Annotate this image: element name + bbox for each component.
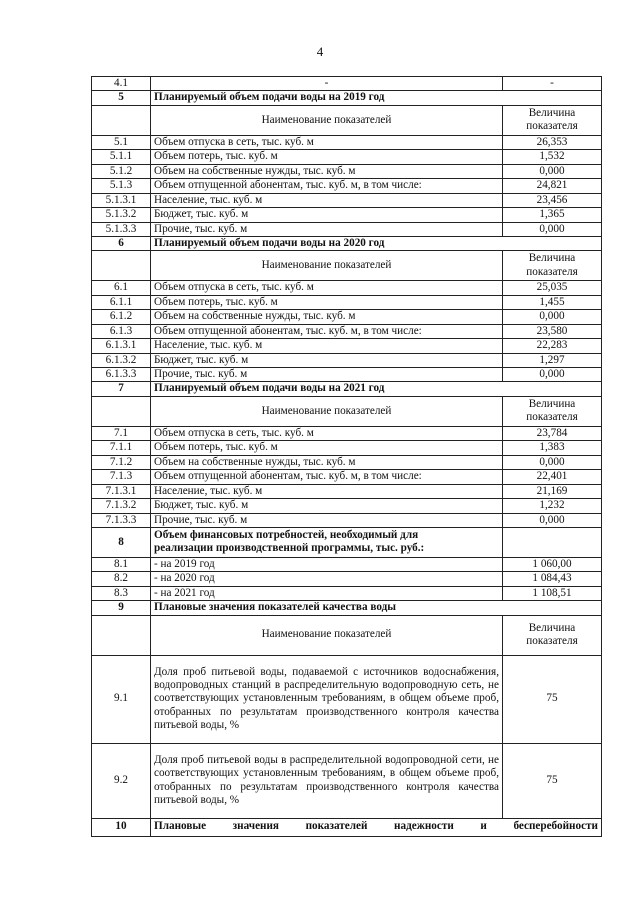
row-name: - на 2021 год: [151, 586, 503, 600]
row-number: 4.1: [92, 77, 151, 91]
row-value: 0,000: [503, 222, 602, 236]
row-name: -: [151, 77, 503, 91]
row-value: 1,297: [503, 353, 602, 367]
table-row: [92, 484, 602, 498]
table-row: [92, 193, 602, 207]
column-header-name: Наименование показателей: [151, 105, 503, 135]
row-value: 24,821: [503, 179, 602, 193]
table-row: [92, 135, 602, 149]
row-number: 7.1: [92, 426, 151, 440]
row-name: Население, тыс. куб. м: [151, 484, 503, 498]
row-number: 6.1.2: [92, 310, 151, 324]
section-title: Планируемый объем подачи воды на 2020 год: [151, 236, 602, 250]
row-name: Прочие, тыс. куб. м: [151, 222, 503, 236]
row-number: 5.1.3.1: [92, 193, 151, 207]
column-header-value: [503, 615, 602, 655]
row-value: 1 108,51: [503, 586, 602, 600]
row-value: 0,000: [503, 368, 602, 382]
column-header-value-line1: Величина: [528, 621, 576, 634]
table-row: [92, 441, 602, 455]
row-value: 1,232: [503, 499, 602, 513]
table-row: [92, 655, 602, 743]
section-header-row: [92, 382, 602, 396]
table-row: [92, 339, 602, 353]
row-number: 9.1: [92, 655, 151, 743]
table-row: [92, 557, 602, 571]
column-header-value: [503, 105, 602, 135]
row-number: 7.1.3.3: [92, 513, 151, 527]
row-name: Объем отпущенной абонентам, тыс. куб. м, в том числе:: [151, 324, 503, 338]
row-name: Бюджет, тыс. куб. м: [151, 499, 503, 513]
row-name: Объем отпуска в сеть, тыс. куб. м: [151, 426, 503, 440]
row-value: 1 084,43: [503, 572, 602, 586]
section-number: 7: [92, 382, 151, 396]
row-number: 5.1.2: [92, 164, 151, 178]
row-value: 23,784: [503, 426, 602, 440]
table-row: [92, 426, 602, 440]
row-number: 5.1.3: [92, 179, 151, 193]
program-table: [91, 76, 602, 837]
row-number: 6.1.3: [92, 324, 151, 338]
row-value: 1,383: [503, 441, 602, 455]
section-title-line1: Объем финансовых потребностей, необходимый для: [154, 529, 419, 541]
row-name: Население, тыс. куб. м: [151, 193, 503, 207]
section-title: Плановые значения показателей качества воды: [151, 601, 602, 615]
row-number: 8.2: [92, 572, 151, 586]
row-name: Объем отпуска в сеть, тыс. куб. м: [151, 135, 503, 149]
row-name: Прочие, тыс. куб. м: [151, 513, 503, 527]
row-value: -: [503, 77, 602, 91]
table-row: [92, 455, 602, 469]
column-header-row: [92, 251, 602, 281]
row-name: Объем на собственные нужды, тыс. куб. м: [151, 310, 503, 324]
table-row: [92, 222, 602, 236]
row-name: Прочие, тыс. куб. м: [151, 368, 503, 382]
row-value: 75: [503, 743, 602, 818]
row-value: 1 060,00: [503, 557, 602, 571]
row-value: 22,283: [503, 339, 602, 353]
row-name: Объем на собственные нужды, тыс. куб. м: [151, 164, 503, 178]
row-number: 7.1.3.2: [92, 499, 151, 513]
column-header-value-line2: показателя: [526, 265, 578, 278]
section-header-row: [92, 601, 602, 615]
column-header-value: [503, 251, 602, 281]
row-number: 5.1.1: [92, 150, 151, 164]
section-number: 10: [92, 818, 151, 836]
row-value: 75: [503, 655, 602, 743]
section-header-row: [92, 818, 602, 836]
table-row: [92, 368, 602, 382]
page-number: 4: [316, 44, 324, 59]
section-number: 8: [92, 527, 151, 557]
row-number: 5.1: [92, 135, 151, 149]
table-row: [92, 499, 602, 513]
row-number: 6.1: [92, 281, 151, 295]
column-header-name: Наименование показателей: [151, 396, 503, 426]
row-value: 0,000: [503, 455, 602, 469]
table-row: [92, 150, 602, 164]
row-number: 5.1.3.2: [92, 208, 151, 222]
row-name: Объем потерь, тыс. куб. м: [151, 295, 503, 309]
row-value: 0,000: [503, 164, 602, 178]
row-name: Объем на собственные нужды, тыс. куб. м: [151, 455, 503, 469]
row-name: Объем отпуска в сеть, тыс. куб. м: [151, 281, 503, 295]
row-number: 8.3: [92, 586, 151, 600]
table-row: [92, 295, 602, 309]
row-value: 25,035: [503, 281, 602, 295]
row-number: 6.1.3.2: [92, 353, 151, 367]
row-name: Доля проб питьевой воды в распределительной водопроводной сети, не соответствующих установленным требованиям, в общем объеме проб, отобранных по результатам производственного контроля качества питьевой воды, %: [151, 743, 503, 818]
row-value: 0,000: [503, 310, 602, 324]
row-name: Объем отпущенной абонентам, тыс. куб. м, в том числе:: [151, 470, 503, 484]
table-row: [92, 470, 602, 484]
section-header-row: [92, 236, 602, 250]
row-number: 8.1: [92, 557, 151, 571]
column-header-name: Наименование показателей: [151, 615, 503, 655]
column-header-value-line1: Величина: [528, 106, 576, 119]
table-row: [92, 572, 602, 586]
section-number: 9: [92, 601, 151, 615]
row-name: Бюджет, тыс. куб. м: [151, 353, 503, 367]
row-number: 9.2: [92, 743, 151, 818]
row-value: 1,455: [503, 295, 602, 309]
row-value: 23,456: [503, 193, 602, 207]
row-value: 22,401: [503, 470, 602, 484]
table-row: [92, 353, 602, 367]
column-header-value-line1: Величина: [528, 397, 576, 410]
row-value: 1,365: [503, 208, 602, 222]
section-title: [151, 527, 503, 557]
row-value: 1,532: [503, 150, 602, 164]
section-title: Планируемый объем подачи воды на 2019 год: [151, 91, 602, 105]
row-name: Объем отпущенной абонентам, тыс. куб. м, в том числе:: [151, 179, 503, 193]
table-row: [92, 208, 602, 222]
column-header-value-line1: Величина: [528, 252, 576, 265]
row-number: 7.1.3: [92, 470, 151, 484]
row-value: 23,580: [503, 324, 602, 338]
table-row: [92, 77, 602, 91]
row-number: 7.1.3.1: [92, 484, 151, 498]
column-header-value: [503, 396, 602, 426]
table-row: [92, 743, 602, 818]
row-name: - на 2020 год: [151, 572, 503, 586]
row-value: 0,000: [503, 513, 602, 527]
column-header-value-line2: показателя: [526, 635, 578, 648]
section-title: Плановые значения показателей надежности и бесперебойности: [151, 818, 602, 836]
row-name: Население, тыс. куб. м: [151, 339, 503, 353]
section-header-row: [92, 91, 602, 105]
column-header-value-line2: показателя: [526, 411, 578, 424]
column-header-value-line2: показателя: [526, 120, 578, 133]
section-header-row: [92, 527, 602, 557]
section-title: Планируемый объем подачи воды на 2021 год: [151, 382, 602, 396]
table-row: [92, 513, 602, 527]
row-number: 5.1.3.3: [92, 222, 151, 236]
row-number: 7.1.2: [92, 455, 151, 469]
section-title-line2: реализации производственной программы, тыс. руб.:: [154, 542, 425, 555]
row-number: 7.1.1: [92, 441, 151, 455]
column-header-row: [92, 396, 602, 426]
row-name: - на 2019 год: [151, 557, 503, 571]
row-number: 6.1.3.3: [92, 368, 151, 382]
row-value: 21,169: [503, 484, 602, 498]
table-row: [92, 179, 602, 193]
table-row: [92, 310, 602, 324]
section-number: 6: [92, 236, 151, 250]
table-row: [92, 324, 602, 338]
row-name: Объем потерь, тыс. куб. м: [151, 441, 503, 455]
table-row: [92, 281, 602, 295]
row-name: Объем потерь, тыс. куб. м: [151, 150, 503, 164]
table-row: [92, 164, 602, 178]
column-header-row: [92, 615, 602, 655]
row-number: 6.1.1: [92, 295, 151, 309]
row-number: 6.1.3.1: [92, 339, 151, 353]
column-header-row: [92, 105, 602, 135]
row-name: Бюджет, тыс. куб. м: [151, 208, 503, 222]
column-header-name: Наименование показателей: [151, 251, 503, 281]
row-name: Доля проб питьевой воды, подаваемой с источников водоснабжения, водопроводных станций в распределительную водопроводную сеть, не соответствующих установленным требованиям, в общем объеме проб, отобранных по результатам производственного контроля качества питьевой воды, %: [151, 655, 503, 743]
row-value: 26,353: [503, 135, 602, 149]
table-row: [92, 586, 602, 600]
section-number: 5: [92, 91, 151, 105]
